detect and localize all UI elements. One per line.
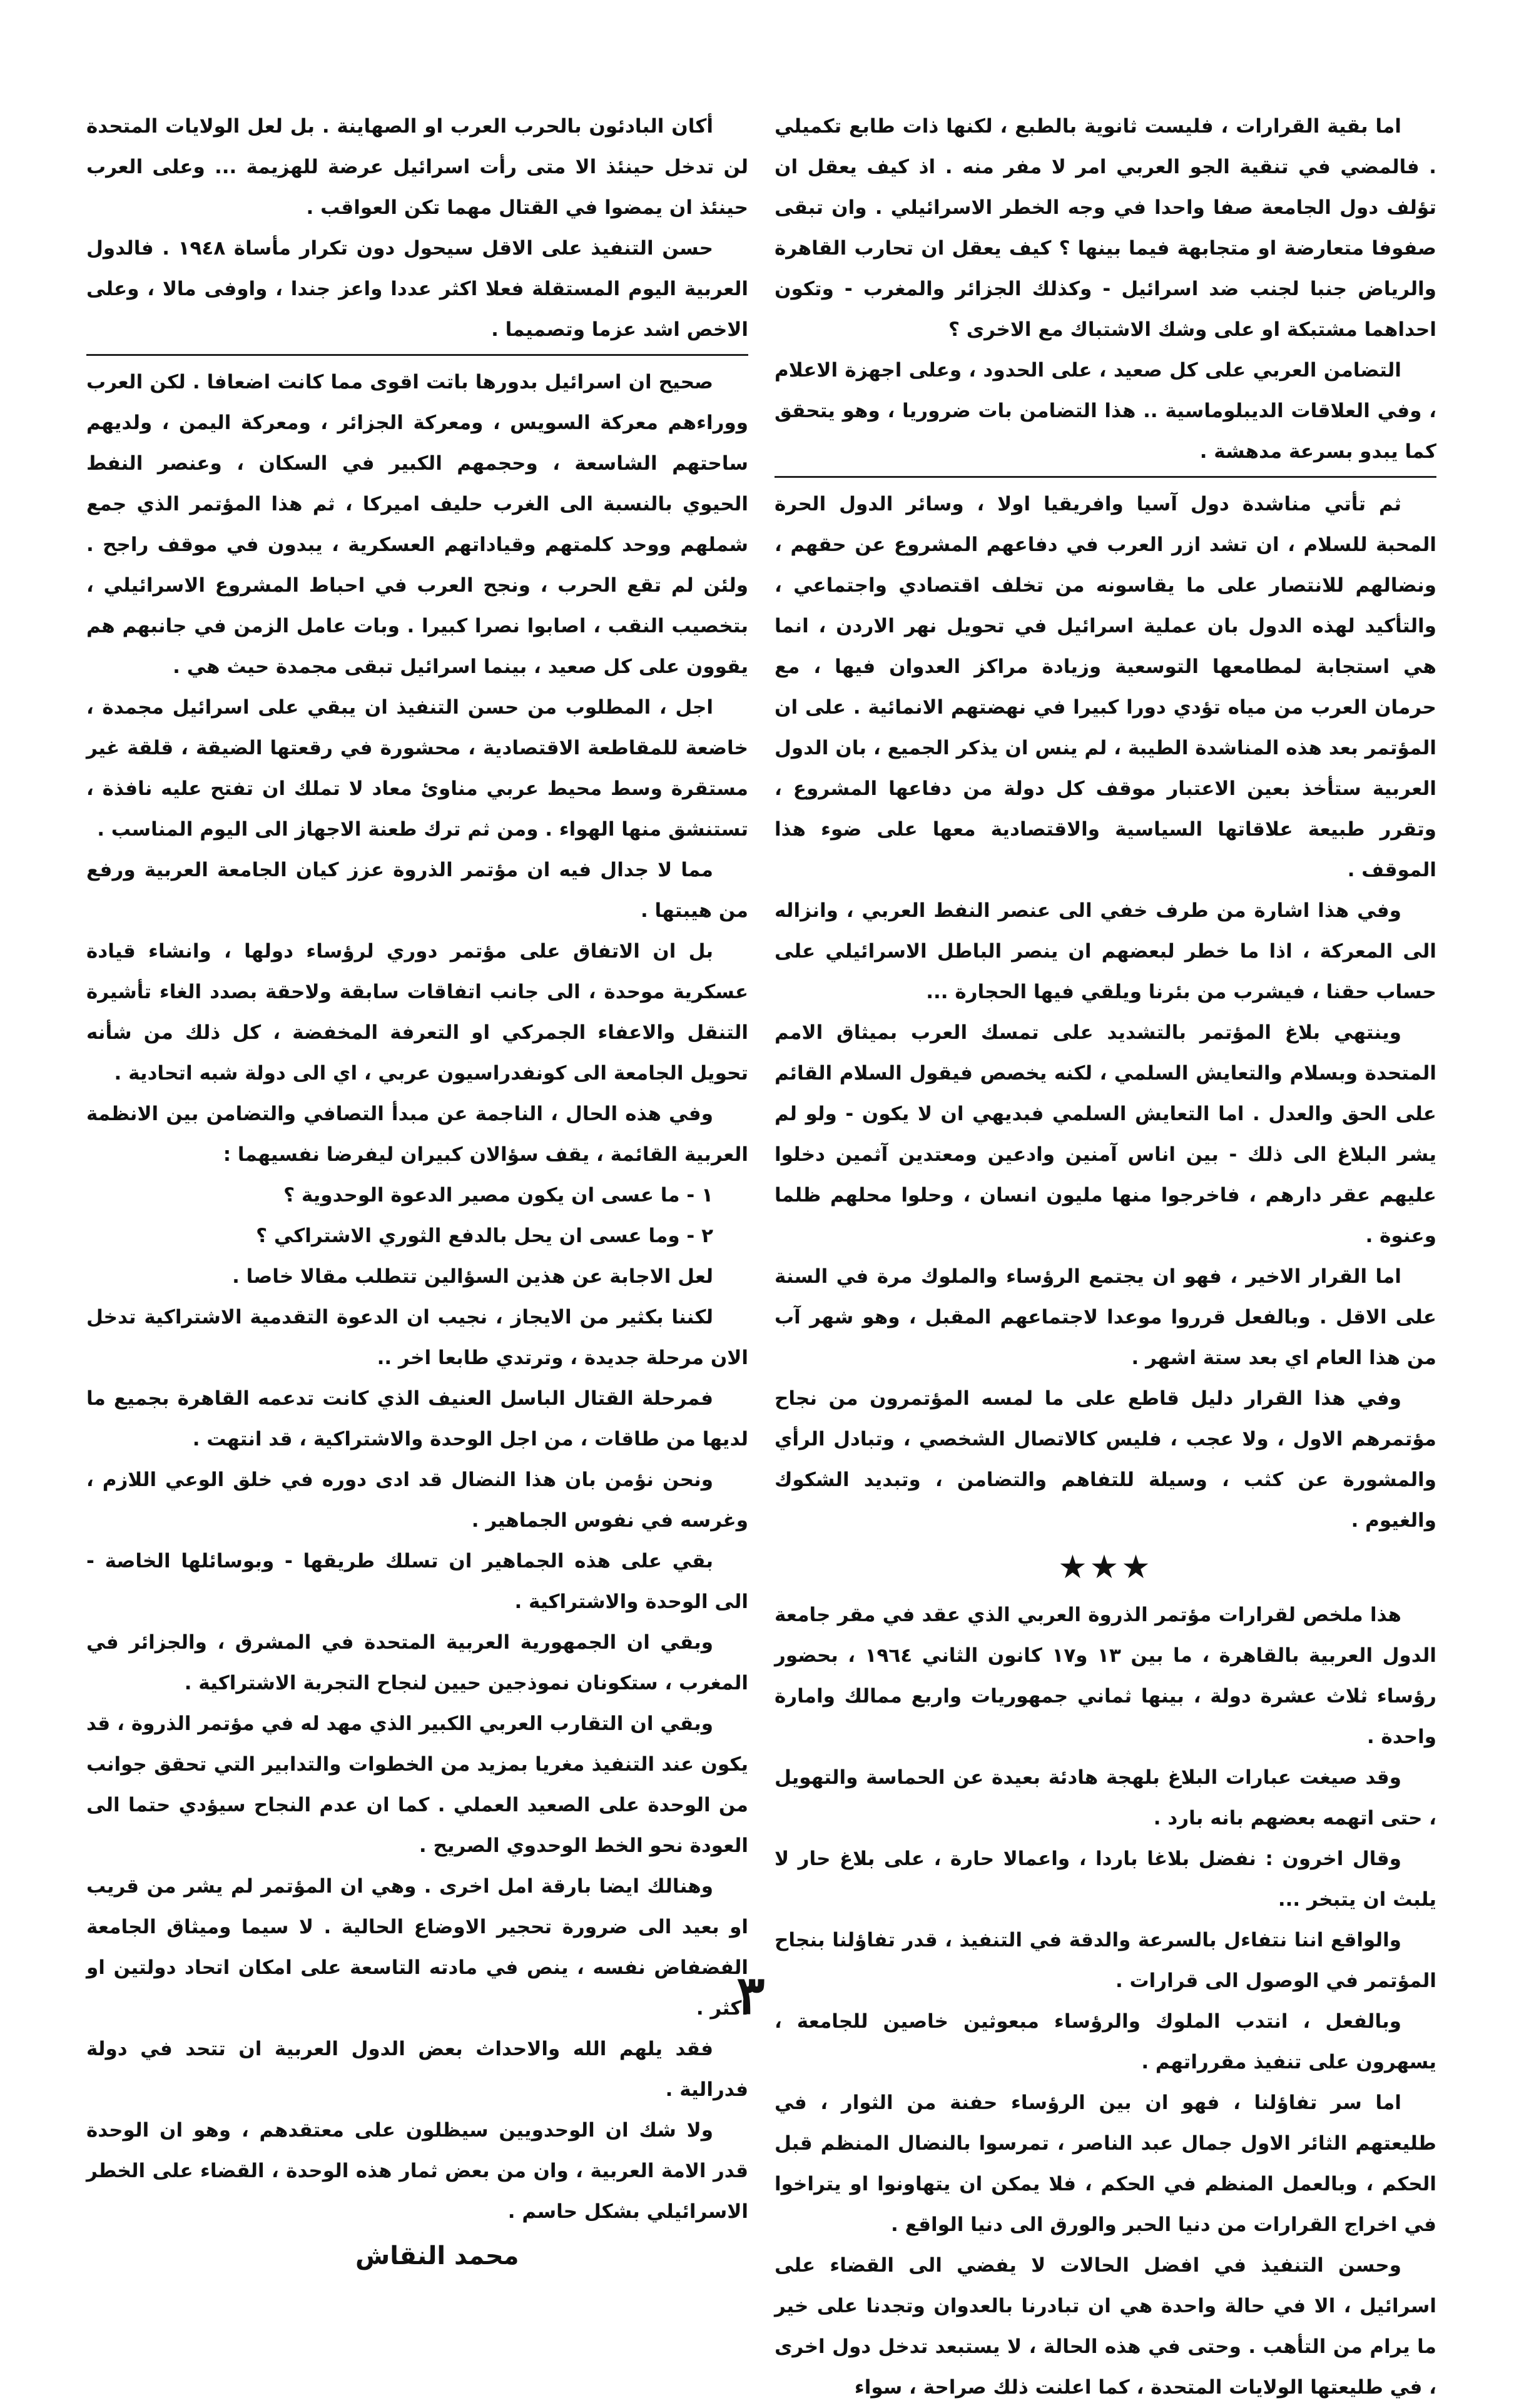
paragraph: ولا شك ان الوحدويين سيظلون على معتقدهم ، وهو ان الوحدة قدر الامة العربية ، وان من بعض ثمار هذه الوحدة ، القضاء على الخطر الاسرائيلي بشكل حاسم .	[86, 2119, 748, 2223]
divider	[775, 476, 1436, 478]
paragraph: ثم تأتي مناشدة دول آسيا وافريقيا اولا ، وسائر الدول الحرة المحبة للسلام ، ان تشد ازر العرب في دفاعهم المشروع عن حقهم ، ونضالهم للانتصار على ما يقاسونه من تخلف اقتصادي واجتماعي ، والتأكيد لهذه الدول بان عملية اسرائيل في تحويل نهر الاردن ، انما هي استجابة لمطامعها التوسعية وزيادة مراكز العدوان فيها ، مع حرمان العرب من مياه تؤدي دورا كبيرا في نهضتهم الانمائية . على ان المؤتمر بعد هذه المناشدة الطيبة ، لم ينس ان يذكر الجميع ، بان الدول العربية ستأخذ بعين الاعتبار موقف كل دولة من دفاعها المشروع ، وتقرر طبيعة علاقاتها السياسية والاقتصادية معها على ضوء هذا الموقف .	[775, 493, 1436, 881]
paragraph: وينتهي بلاغ المؤتمر بالتشديد على تمسك العرب بميثاق الامم المتحدة وبسلام والتعايش السلمي ، لكنه يخصص فيقول السلام القائم على الحق والعدل . اما التعايش السلمي فبديهي ان لا يكون - ولو لم يشر البلاغ الى ذلك - بين اناس آمنين وادعين ومعتدين آثمين دخلوا عليهم عقر دارهم ، فاخرجوا منها مليون انسان ، وحلوا محلهم ظلما وعنوة .	[775, 1021, 1436, 1247]
paragraph: لعل الاجابة عن هذين السؤالين تتطلب مقالا خاصا .	[232, 1265, 713, 1288]
paragraph: بل ان الاتفاق على مؤتمر دوري لرؤساء دولها ، وانشاء قيادة عسكرية موحدة ، الى جانب اتفاقات سابقة ولاحقة بصدد الغاء تأشيرة التنقل والاعفاء الجمركي او التعرفة المخفضة ، كل ذلك من شأنه تحويل الجامعة الى كونفدراسيون عربي ، اي الى دولة شبه اتحادية .	[86, 940, 748, 1085]
paragraph: وبقي ان الجمهورية العربية المتحدة في المشرق ، والجزائر في المغرب ، ستكونان نموذجين حيين لنجاح التجربة الاشتراكية .	[86, 1631, 748, 1694]
paragraph: اما بقية القرارات ، فليست ثانوية بالطبع ، لكنها ذات طابع تكميلي . فالمضي في تنقية الجو العربي امر لا مفر منه . اذ كيف يعقل ان تؤلف دول الجامعة صفا واحدا في وجه الخطر الاسرائيلي . وان تبقى صفوفا متعارضة او متجابهة فيما بينها ؟ كيف يعقل ان تحارب القاهرة والرياض جنبا لجنب ضد اسرائيل - وكذلك الجزائر والمغرب - وتكون احداهما مشتبكة او على وشك الاشتباك مع الاخرى ؟	[775, 115, 1436, 341]
left-column	[86, 106, 748, 2277]
paragraph: فقد يلهم الله والاحداث بعض الدول العربية ان تتحد في دولة فدرالية .	[86, 2038, 748, 2101]
paragraph: وقال اخرون : نفضل بلاغا باردا ، واعمالا حارة ، على بلاغ حار لا يلبث ان يتبخر ...	[775, 1848, 1436, 1911]
paragraph: وفي هذه الحال ، الناجمة عن مبدأ التصافي والتضامن بين الانظمة العربية القائمة ، يقف سؤالان كبيران ليفرضا نفسيهما :	[86, 1103, 748, 1166]
paragraph: لكننا بكثير من الايجاز ، نجيب ان الدعوة التقدمية الاشتراكية تدخل الان مرحلة جديدة ، وترتدي طابعا اخر ..	[86, 1306, 748, 1369]
paragraph: أكان البادئون بالحرب العرب او الصهاينة . بل لعل الولايات المتحدة لن تدخل حينئذ الا متى رأت اسرائيل عرضة للهزيمة ... وعلى العرب حينئذ ان يمضوا في القتال مهما تكن العواقب .	[86, 115, 748, 219]
divider	[86, 354, 748, 356]
paragraph: وهنالك ايضا بارقة امل اخرى . وهي ان المؤتمر لم يشر من قريب او بعيد الى ضرورة تحجير الاوضاع الحالية . لا سيما وميثاق الجامعة الفضفاض نفسه ، ينص في مادته التاسعة على امكان اتحاد دولتين او اكثر .	[86, 1875, 748, 2020]
paragraph: وقد صيغت عبارات البلاغ بلهجة هادئة بعيدة عن الحماسة والتهويل ، حتى اتهمه بعضهم بانه بارد .	[775, 1766, 1436, 1829]
paragraph: ونحن نؤمن بان هذا النضال قد ادى دوره في خلق الوعي اللازم ، وغرسه في نفوس الجماهير .	[86, 1469, 748, 1532]
paragraph: التضامن العربي على كل صعيد ، على الحدود ، وعلى اجهزة الاعلام ، وفي العلاقات الديبلوماسية .. هذا التضامن بات ضروريا ، وهو يتحقق كما يبدو بسرعة مدهشة .	[775, 359, 1436, 463]
list-item: ٢ - وما عسى ان يحل بالدفع الثوري الاشتراكي ؟	[256, 1225, 713, 1247]
paragraph: صحيح ان اسرائيل بدورها باتت اقوى مما كانت اضعافا . لكن العرب ووراءهم معركة السويس ، ومعركة الجزائر ، ومعركة اليمن ، ولديهم ساحتهم الشاسعة ، وحجمهم الكبير في السكان ، وعنصر النفط الحيوي بالنسبة الى الغرب حليف اميركا ، ثم هذا المؤتمر الذي جمع شملهم ووحد كلمتهم وقياداتهم العسكرية ، يبدون في موقف راجح . ولئن لم تقع الحرب ، ونجح العرب في احباط المشروع الاسرائيلي ، بتخصيب النقب ، اصابوا نصرا كبيرا . وبات عامل الزمن في جانبهم هم يقوون على كل صعيد ، بينما اسرائيل تبقى مجمدة حيث هي .	[86, 371, 748, 678]
list-item: ١ - ما عسى ان يكون مصير الدعوة الوحدوية ؟	[283, 1184, 713, 1207]
section-stars: ★★★	[1058, 1549, 1153, 1586]
paragraph: وحسن التنفيذ في افضل الحالات لا يفضي الى القضاء على اسرائيل ، الا في حالة واحدة هي ان تبادرنا بالعدوان وتجدنا على خير ما يرام من التأهب . وحتى في هذه الحالة ، لا يستبعد تدخل دول اخرى ، في طليعتها الولايات المتحدة ، كما اعلنت ذلك صراحة ، سواء	[775, 2254, 1436, 2399]
paragraph: وفي هذا اشارة من طرف خفي الى عنصر النفط العربي ، وانزاله الى المعركة ، اذا ما خطر لبعضهم ان ينصر الباطل الاسرائيلي على حساب حقنا ، فيشرب من بئرنا ويلقي فيها الحجارة ...	[775, 899, 1436, 1003]
paragraph: وبقي ان التقارب العربي الكبير الذي مهد له في مؤتمر الذروة ، قد يكون عند التنفيذ مغريا بمزيد من الخطوات والتدابير التي تحقق جوانب من الوحدة على الصعيد العملي . كما ان عدم النجاح سيؤدي حتما الى العودة نحو الخط الوحدوي الصريح .	[86, 1712, 748, 1857]
page-number: ٣	[736, 1964, 765, 2026]
paragraph: هذا ملخص لقرارات مؤتمر الذروة العربي الذي عقد في مقر جامعة الدول العربية بالقاهرة ، ما بين ١٣ و١٧ كانون الثاني ١٩٦٤ ، بحضور رؤساء ثلاث عشرة دولة ، بينها ثماني جمهوريات واربع ممالك وامارة واحدة .	[775, 1604, 1436, 1748]
right-column	[775, 106, 1436, 2408]
paragraph: بقي على هذه الجماهير ان تسلك طريقها - وبوسائلها الخاصة - الى الوحدة والاشتراكية .	[86, 1550, 748, 1613]
paragraph: اما القرار الاخير ، فهو ان يجتمع الرؤساء والملوك مرة في السنة على الاقل . وبالفعل قرروا موعدا لاجتماعهم المقبل ، وهو شهر آب من هذا العام اي بعد ستة اشهر .	[775, 1265, 1436, 1369]
paragraph: اما سر تفاؤلنا ، فهو ان بين الرؤساء حفنة من الثوار ، في طليعتهم الثائر الاول جمال عبد الناصر ، تمرسوا بالنضال المنظم قبل الحكم ، وبالعمل المنظم في الحكم ، فلا يمكن ان يتهاونوا او يتراخوا في اخراج القرارات من دنيا الحبر والورق الى دنيا الواقع .	[775, 2092, 1436, 2236]
paragraph: اجل ، المطلوب من حسن التنفيذ ان يبقي على اسرائيل مجمدة ، خاضعة للمقاطعة الاقتصادية ، محشورة في رقعتها الضيقة ، قلقة غير مستقرة وسط محيط عربي مناوئ معاد لا تملك ان تفتح عليه نافذة ، تستنشق منها الهواء . ومن ثم ترك طعنة الاجهاز الى اليوم المناسب .	[86, 696, 748, 841]
paragraph: فمرحلة القتال الباسل العنيف الذي كانت تدعمه القاهرة بجميع ما لديها من طاقات ، من اجل الوحدة والاشتراكية ، قد انتهت .	[86, 1387, 748, 1450]
author-signature: محمد النقاش	[355, 2242, 519, 2270]
paragraph: وفي هذا القرار دليل قاطع على ما لمسه المؤتمرون من نجاح مؤتمرهم الاول ، ولا عجب ، فليس كالاتصال الشخصي ، وتبادل الرأي والمشورة عن كثب ، وسيلة للتفاهم والتضامن ، وتبديد الشكوك والغيوم .	[775, 1387, 1436, 1532]
paragraph: والواقع اننا نتفاءل بالسرعة والدقة في التنفيذ ، قدر تفاؤلنا بنجاح المؤتمر في الوصول الى قرارات .	[775, 1929, 1436, 1992]
paragraph: وبالفعل ، انتدب الملوك والرؤساء مبعوثين خاصين للجامعة ، يسهرون على تنفيذ مقرراتهم .	[775, 2010, 1436, 2073]
paragraph: مما لا جدال فيه ان مؤتمر الذروة عزز كيان الجامعة العربية ورفع من هيبتها .	[86, 859, 748, 922]
paragraph: حسن التنفيذ على الاقل سيحول دون تكرار مأساة ١٩٤٨ . فالدول العربية اليوم المستقلة فعلا اكثر عددا واعز جندا ، واوفى مالا ، وعلى الاخص اشد عزما وتصميما .	[86, 237, 748, 341]
